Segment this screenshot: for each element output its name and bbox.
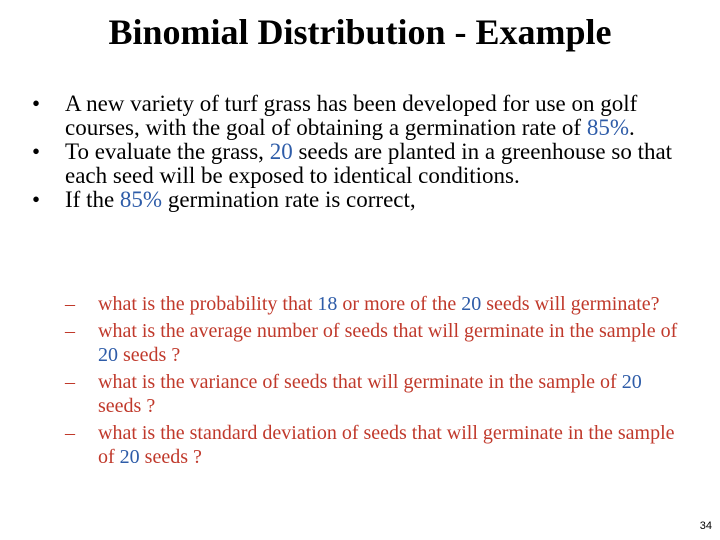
sub-bullet-marker: – — [65, 293, 75, 315]
sub-bullet-marker: – — [65, 320, 75, 342]
bullet-text: seeds are planted in a greenhouse so that each seed will be exposed to identical conditions. — [65, 139, 673, 188]
bullet-item — [32, 140, 702, 188]
bullet-marker: • — [32, 187, 41, 212]
highlight-value: 18 — [317, 293, 338, 315]
sub-bullet-marker: – — [65, 422, 75, 444]
bullet-text: . — [629, 115, 635, 140]
bullet-text: A new variety of turf grass has been developed for use on golf courses, with the goal of obtaining a germination rate of — [65, 91, 638, 140]
sub-bullet-item — [65, 421, 685, 469]
sub-bullet-text: what is the standard deviation of seeds that will germinate in the sample of — [98, 422, 675, 468]
bullet-item — [32, 188, 702, 212]
bullet-text: To evaluate the grass, — [65, 139, 270, 164]
sub-bullet-text: what is the variance of seeds that will germinate in the sample of — [98, 371, 622, 393]
bullet-marker: • — [32, 91, 41, 116]
bullet-text: If the — [65, 187, 120, 212]
bullet-item — [32, 92, 702, 140]
sub-bullet-text: seeds ? — [98, 395, 156, 417]
sub-bullet-text: what is the probability that — [98, 293, 318, 315]
sub-bullet-text: seeds ? — [139, 446, 202, 468]
sub-bullet-item — [65, 319, 685, 367]
bullet-marker: • — [32, 139, 41, 164]
sub-bullet-text: seeds will germinate? — [481, 293, 660, 315]
sub-bullet-text: what is the average number of seeds that will germinate in the sample of — [98, 320, 678, 342]
sub-bullet-list — [65, 292, 685, 472]
bullet-list — [32, 92, 702, 212]
page-number: 34 — [699, 520, 712, 532]
highlight-value: 20 — [461, 293, 482, 315]
highlight-value: 85% — [119, 187, 163, 212]
highlight-value: 20 — [269, 139, 293, 164]
sub-bullet-text: or more of the — [337, 293, 462, 315]
sub-bullet-marker: – — [65, 371, 75, 393]
sub-bullet-text: seeds ? — [118, 344, 181, 366]
highlight-value: 20 — [119, 446, 140, 468]
highlight-value: 20 — [621, 371, 642, 393]
bullet-text: germination rate is correct, — [162, 187, 416, 212]
sub-bullet-item — [65, 370, 685, 418]
highlight-value: 85% — [586, 115, 629, 140]
slide-title: Binomial Distribution - Example — [108, 12, 612, 52]
sub-bullet-item — [65, 292, 685, 316]
highlight-value: 20 — [98, 344, 118, 366]
